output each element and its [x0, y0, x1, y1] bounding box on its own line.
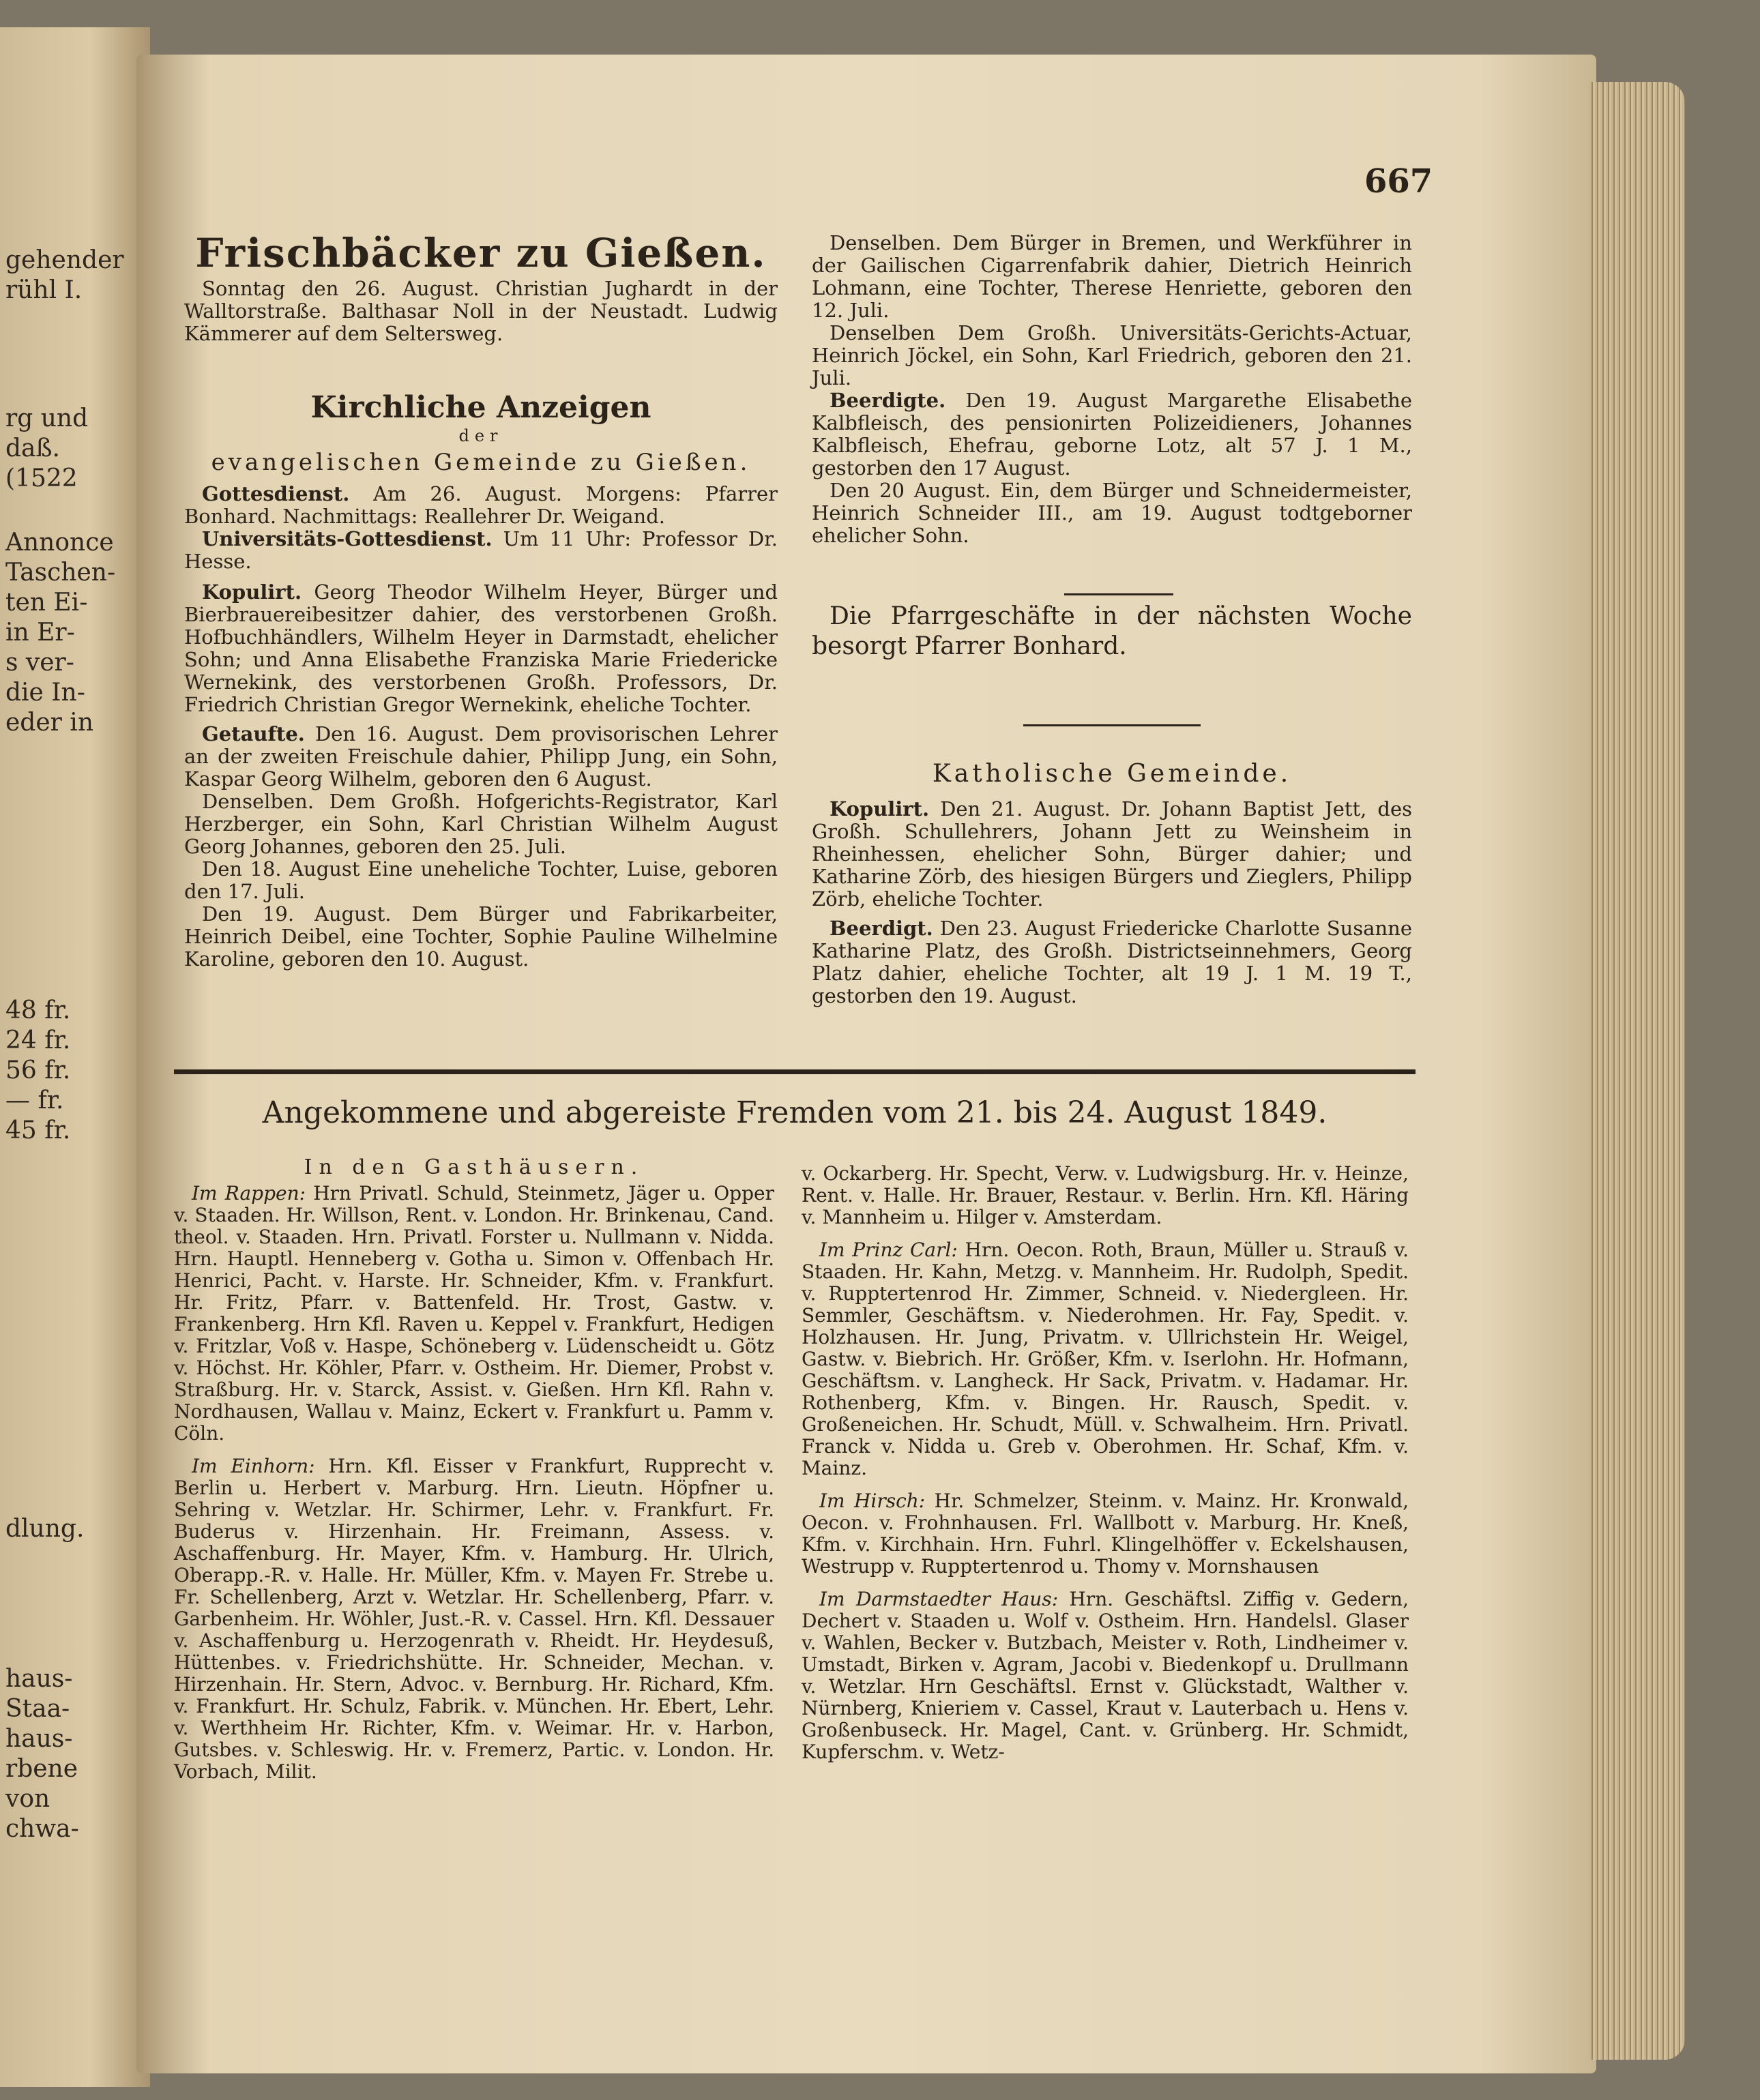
page-edges [1589, 82, 1685, 2060]
denselben-3: Denselben Dem Großh. Universitäts-Gerichts-Actuar, Heinrich Jöckel, ein Sohn, Karl Friedrich, geboren den 21. Juli. [812, 321, 1412, 389]
kath-beerdigt-label: Beerdigt. [830, 917, 933, 940]
uni-label: Universitäts-Gottesdienst. [202, 527, 493, 550]
lp-frag: von [5, 1785, 50, 1813]
kirchliche-title: Kirchliche Anzeigen [310, 390, 651, 425]
getaufte-text: Den 16. August. Dem provisorischen Lehrer an der zweiten Freischule dahier, Philipp Jung, ein Sohn, Kaspar Georg Wilhelm, geboren den 6 August. [184, 722, 778, 790]
uni-text: Um 11 Uhr: Professor Dr. Hesse. [184, 527, 778, 573]
lp-frag: ten Ei- [5, 589, 88, 617]
einhorn-label: Im Einhorn: [192, 1455, 315, 1477]
lp-frag: rg und [5, 404, 89, 432]
lp-frag: Annonce [5, 529, 114, 557]
right-column [812, 232, 1412, 1007]
divider-short [1023, 724, 1201, 726]
lp-frag: 56 fr. [5, 1056, 71, 1084]
lp-frag: 24 fr. [5, 1026, 71, 1054]
spacer [184, 345, 778, 389]
kath-kopulirt-label: Kopulirt. [830, 797, 930, 820]
left-column [184, 228, 778, 971]
denselben-2: Denselben. Dem Bürger in Bremen, und Werkführer in der Gailischen Cigarrenfabrik dahier, Dietrich Heinrich Lohmann, eine Tochter, Therese Henriette, geboren den 12. Juli. [812, 231, 1412, 322]
kopulirt-text: Georg Theodor Wilhelm Heyer, Bürger und Bierbrauereibesitzer dahier, des verstorbenen Großh. Hofbuchhändlers, Wilhelm Heyer in Darmstadt, ehelicher Sohn; und Anna Elisabethe Franziska Marie Friedericke Wernekink, des verstorbenen Großh. Professors, Dr. Friedrich Christian Gregor Wernekink, eheliche Tochter. [184, 580, 778, 716]
frischbaecker-text: Sonntag den 26. August. Christian Jughardt in der Walltorstraße. Balthasar Noll in der Neustadt. Ludwig Kämmerer auf dem Seltersweg. [184, 277, 778, 345]
lp-frag: in Er- [5, 619, 75, 647]
fremden-title: Angekommene und abgereiste Fremden vom 21. bis 24. August 1849. [262, 1095, 1328, 1130]
rappen-continued: v. Ockarberg. Hr. Specht, Verw. v. Ludwigsburg. Hr. v. Heinze, Rent. v. Halle. Hr. Brauer, Restaur. v. Berlin. Hrn. Kfl. Häring v. Mannheim u. Hilger v. Amsterdam. [802, 1162, 1409, 1228]
prinz-carl-text: Hrn. Oecon. Roth, Braun, Müller u. Strauß v. Staaden. Hr. Kahn, Metzg. v. Mannheim. Hr. Rudolph, Spedit. v. Rupptertenrod Hr. Zimmer, Schneid. v. Niedergleen. Hr. Semmler, Geschäftsm. v. Niederohmen. Hr. Fay, Spedit. v. Holzhausen. Hr. Jung, Privatm. v. Ullrichstein Hr. Weigel, Gastw. v. Biebrich. Hr. Größer, Kfm. v. Iserlohn. Hr. Hofmann, Geschäftsm. v. Langheck. Hr Sack, Privatm. v. Hadamar. Hr. Rothenberg, Kfm. v. Bingen. Hr. Rausch, Spedit. v. Großeneichen. Hr. Schudt, Müll. v. Schwalheim. Hrn. Privatl. Franck v. Nidda u. Greb v. Oberohmen. Hr. Schaf, Kfm. v. Mainz. [802, 1239, 1409, 1479]
denselben-1: Denselben. Dem Großh. Hofgerichts-Registrator, Karl Herzberger, ein Sohn, Karl Christian Wilhelm August Georg Johannes, geboren den 25. Juli. [184, 790, 778, 858]
kath-beerdigt-text: Den 23. August Friedericke Charlotte Susanne Katharine Platz, des Großh. Districtseinnehmers, Georg Platz dahier, eheliche Tochter, alt 19 J. 1 M. 19 T., gestorben den 19. August. [812, 917, 1413, 1007]
lp-frag: daß. [5, 434, 60, 462]
lp-frag: haus- [5, 1665, 73, 1693]
lp-frag: die In- [5, 679, 85, 707]
lp-frag: 48 fr. [5, 996, 71, 1024]
einhorn-text: Hrn. Kfl. Eisser v Frankfurt, Rupprecht v. Berlin u. Herbert v. Marburg. Hrn. Lieutn. Höpfner u. Sehring v. Wetzlar. Hr. Schirmer, Lehr. v. Frankfurt. Fr. Buderus v. Hirzenhain. Hr. Freimann, Assess. v. Aschaffenburg. Hr. Mayer, Kfm. v. Hamburg. Hr. Ulrich, Oberapp.-R. v. Halle. Hr. Müller, Kfm. v. Mayen Fr. Strebe u. Fr. Schellenberg, Arzt v. Wetzlar. Hr. Schellenberg, Pfarr. v. Garbenheim. Hr. Wöhler, Just.-R. v. Cassel. Hrn. Kfl. Dessauer v. Aschaffenburg u. Herzogenrath v. Rheidt. Hr. Heydesuß, Hüttenbes. v. Friedrichshütte. Hr. Schneider, Mechan. v. Hirzenhain. Hr. Stern, Advoc. v. Bernburg. Hr. Richard, Kfm. v. Frankfurt. Hr. Schulz, Fabrik. v. München. Hr. Ebert, Lehr. v. Werthheim Hr. Richter, Kfm. v. Weimar. Hr. v. Harbon, Gutsbes. v. Schleswig. Hr. v. Fremerz, Partic. v. London. Hr. Vorbach, Milit. [174, 1455, 774, 1783]
lp-frag: (1522 [5, 464, 78, 492]
frischbaecker-title: Frischbäcker zu Gießen. [195, 230, 767, 276]
divider-short [1064, 593, 1173, 595]
getaufte-label: Getaufte. [202, 722, 305, 745]
lp-frag: dlung. [5, 1515, 85, 1543]
fremden-left-column [174, 1153, 774, 1783]
page-number: 667 [1364, 162, 1433, 201]
kath-kopulirt-text: Den 21. August. Dr. Johann Baptist Jett, des Großh. Schullehrers, Johann Jett zu Weinsheim in Rheinhessen, ehelicher Sohn, Bürger dahier; und Katharine Zörb, des hiesigen Bürgers und Zieglers, Philipp Zörb, eheliche Tochter. [812, 797, 1412, 911]
lp-frag: 45 fr. [5, 1116, 71, 1144]
rappen-label: Im Rappen: [192, 1182, 306, 1204]
hirsch-label: Im Hirsch: [819, 1490, 926, 1512]
den-18: Den 18. August Eine uneheliche Tochter, Luise, geboren den 17. Juli. [184, 857, 778, 903]
lp-frag: — fr. [5, 1086, 64, 1114]
lp-frag: Taschen- [5, 559, 116, 587]
pfarrgeschaefte: Die Pfarrgeschäfte in der nächsten Woche besorgt Pfarrer Bonhard. [812, 602, 1412, 660]
lp-frag: haus- [5, 1725, 73, 1753]
den-20: Den 20 August. Ein, dem Bürger und Schneidermeister, Heinrich Schneider III., am 19. August todtgeborner ehelicher Sohn. [812, 479, 1412, 547]
lp-frag: rühl I. [5, 276, 83, 304]
lp-frag: rbene [5, 1755, 78, 1783]
prinz-carl-label: Im Prinz Carl: [819, 1239, 958, 1261]
beerdigte-label: Beerdigte. [830, 389, 946, 412]
kath-title: Katholische Gemeinde. [932, 760, 1292, 788]
den-19: Den 19. August. Dem Bürger und Fabrikarbeiter, Heinrich Deibel, eine Tochter, Sophie Pauline Wilhelmine Karoline, geboren den 10. August. [184, 902, 778, 971]
gasthaeuser-heading: In den Gasthäusern. [304, 1155, 645, 1179]
beerdigte-text: Den 19. August Margarethe Elisabethe Kalbfleisch, des pensionirten Polizeidieners, Johannes Kalbfleisch, Ehefrau, geborne Lotz, alt 57 J. 1 M., gestorben den 17 August. [812, 389, 1412, 479]
hirsch-text: Hr. Schmelzer, Steinm. v. Mainz. Hr. Kronwald, Oecon. v. Frohnhausen. Frl. Wallbott v. Marburg. Hr. Kneß, Kfm. v. Kirchhain. Hrn. Fuhrl. Klingelhöffer v. Eckelshausen, Westrupp v. Rupptertenrod u. Thomy v. Mornshausen [802, 1490, 1409, 1578]
kirchliche-der: der [458, 426, 503, 445]
darmstaedter-label: Im Darmstaedter Haus: [819, 1588, 1059, 1610]
lp-frag: s ver- [5, 649, 74, 677]
kirchliche-subtitle: evangelischen Gemeinde zu Gießen. [211, 449, 751, 476]
gottesdienst-text: Am 26. August. Morgens: Pfarrer Bonhard. Nachmittags: Reallehrer Dr. Weigand. [184, 482, 778, 528]
fremden-right-column [802, 1163, 1409, 1763]
gottesdienst-label: Gottesdienst. [202, 482, 350, 505]
lp-frag: eder in [5, 709, 94, 737]
lp-frag: chwa- [5, 1815, 79, 1843]
lp-frag: gehender [5, 246, 124, 274]
kopulirt-label: Kopulirt. [202, 580, 302, 604]
lp-frag: Staa- [5, 1695, 70, 1723]
spacer [812, 662, 1412, 757]
darmstaedter-text: Hrn. Geschäftsl. Ziffig v. Gedern, Dechert v. Staaden u. Wolf v. Ostheim. Hrn. Handelsl. Glaser v. Wahlen, Becker v. Butzbach, Meister v. Roth, Lindheimer v. Umstadt, Birken v. Agram, Jacobi v. Biedenkopf u. Drullmann v. Wetzlar. Hrn Geschäftsl. Ernst v. Glückstadt, Walther v. Nürnberg, Knieriem v. Cassel, Kraut v. Lauterbach u. Hens v. Großenbuseck. Hr. Magel, Cant. v. Grünberg. Hr. Schmidt, Kupferschm. v. Wetz- [802, 1588, 1409, 1763]
section-divider [174, 1069, 1416, 1074]
rappen-text: Hrn Privatl. Schuld, Steinmetz, Jäger u. Opper v. Staaden. Hr. Willson, Rent. v. London. Hr. Brinkenau, Cand. theol. v. Staaden. Hrn. Privatl. Forster u. Nullmann v. Nidda. Hrn. Hauptl. Henneberg v. Gotha u. Simon v. Offenbach Hr. Henrici, Pacht. v. Harste. Hr. Schneider, Kfm. v. Frankfurt. Hr. Fritz, Pfarr. v. Battenfeld. Hr. Trost, Gastw. v. Frankenberg. Hrn Kfl. Raven u. Keppel v. Frankfurt, Hedigen v. Fritzlar, Voß v. Haspe, Schöneberg v. Lüdenscheidt u. Götz v. Höchst. Hr. Köhler, Pfarr. v. Ostheim. Hr. Diemer, Probst v. Straßburg. Hr. v. Starck, Assist. v. Gießen. Hrn Kfl. Rahn v. Nordhausen, Wallau v. Mainz, Eckert v. Frankfurt u. Pamm v. Cöln. [174, 1182, 774, 1445]
